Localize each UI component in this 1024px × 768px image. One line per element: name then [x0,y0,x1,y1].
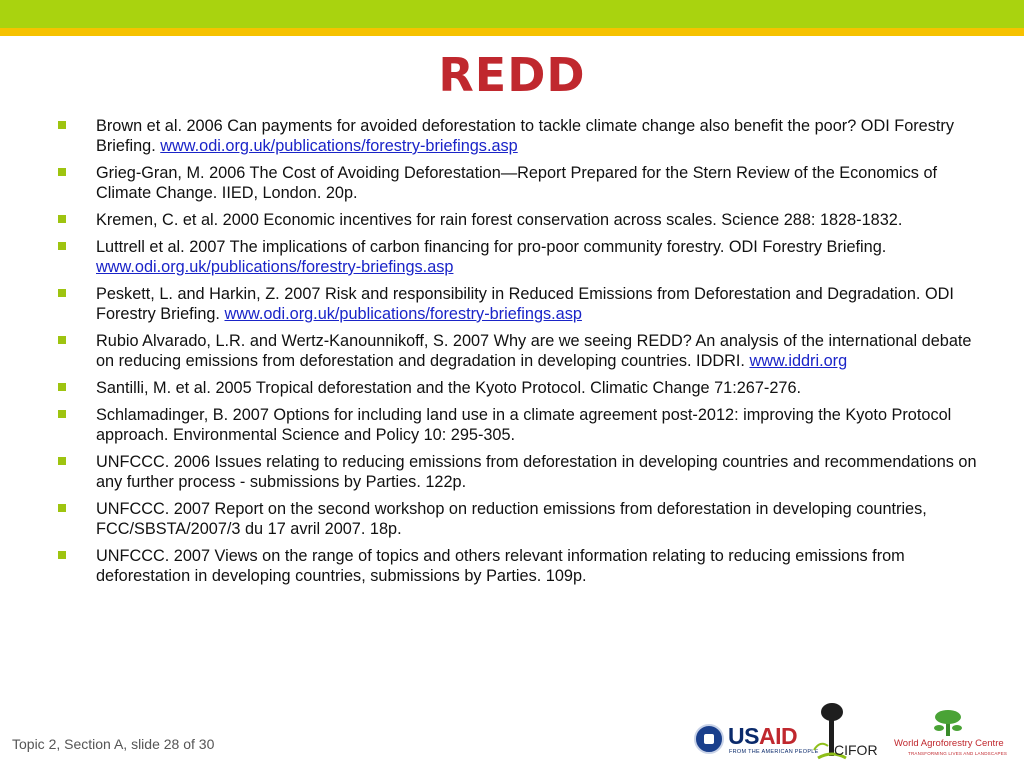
usaid-logo-aid: AID [758,723,798,749]
cifor-logo-text: CIFOR [834,742,878,758]
reference-item [58,499,978,539]
reference-text: Kremen, C. et al. 2000 Economic incentives for rain forest conservation across scales. Science 288: 1828-1832. [96,211,903,229]
reference-text: Santilli, M. et al. 2005 Tropical deforestation and the Kyoto Protocol. Climatic Change 71:267-276. [96,379,802,397]
square-bullet-icon [58,336,66,344]
reference-item [58,284,978,324]
square-bullet-icon [58,289,66,297]
reference-link[interactable]: www.odi.org.uk/publications/forestry-briefings.asp [160,137,518,155]
reference-link[interactable]: www.iddri.org [749,352,848,370]
top-accent-bar-yellow [0,28,1024,36]
square-bullet-icon [58,242,66,250]
reference-item [58,237,978,277]
reference-text: Rubio Alvarado, L.R. and Wertz-Kanounnikoff, S. 2007 Why are we seeing REDD? An analysis of the international debate on reducing emissions from deforestation and degradation in developing countries. IDDRI. [96,332,972,370]
slide-title: REDD [438,48,586,102]
square-bullet-icon [58,383,66,391]
reference-item [58,116,978,156]
reference-link[interactable]: www.odi.org.uk/publications/forestry-briefings.asp [96,258,454,276]
usaid-logo-us: US [728,723,759,749]
square-bullet-icon [58,121,66,129]
square-bullet-icon [58,215,66,223]
square-bullet-icon [58,168,66,176]
reference-text: UNFCCC. 2006 Issues relating to reducing emissions from deforestation in developing countries and recommendations on any further process - submissions by Parties. 122p. [96,453,977,491]
square-bullet-icon [58,551,66,559]
partner-logos [694,698,1012,762]
reference-list [58,116,978,593]
reference-item [58,378,978,398]
square-bullet-icon [58,457,66,465]
reference-item [58,546,978,586]
reference-text: Grieg-Gran, M. 2006 The Cost of Avoiding Deforestation—Report Prepared for the Stern Review of the Economics of Climate Change. IIED, London. 20p. [96,164,938,202]
reference-link[interactable]: www.odi.org.uk/publications/forestry-briefings.asp [224,305,582,323]
usaid-tagline: FROM THE AMERICAN PEOPLE [729,749,819,755]
usaid-logo [728,724,797,748]
reference-item [58,405,978,445]
reference-item [58,163,978,203]
reference-item [58,210,978,230]
square-bullet-icon [58,410,66,418]
reference-text: UNFCCC. 2007 Report on the second workshop on reduction emissions from deforestation in developing countries, FCC/SBSTA/2007/3 du 17 avril 2007. 18p. [96,500,927,538]
reference-item [58,331,978,371]
top-accent-bar-green [0,0,1024,28]
usaid-seal-icon [694,724,724,754]
reference-text: Schlamadinger, B. 2007 Options for including land use in a climate agreement post-2012: improving the Kyoto Protocol approach. Environmental Science and Policy 10: 295-305. [96,406,952,444]
wac-tree-icon [930,708,966,738]
square-bullet-icon [58,504,66,512]
reference-text: Luttrell et al. 2007 The implications of carbon financing for pro-poor community forestry. ODI Forestry Briefing. [96,238,887,256]
wac-logo-text: World Agroforestry Centre [894,738,1004,749]
reference-text: UNFCCC. 2007 Views on the range of topics and others relevant information relating to reducing emissions from deforestation in developing countries, submissions by Parties. 109p. [96,547,905,585]
wac-tagline: TRANSFORMING LIVES AND LANDSCAPES [908,751,1008,756]
reference-text: Peskett, L. and Harkin, Z. 2007 Risk and responsibility in Reduced Emissions from Deforestation and Degradation. ODI Forestry Briefing. [96,285,954,323]
reference-item [58,452,978,492]
slide-footer: Topic 2, Section A, slide 28 of 30 [12,736,215,752]
reference-text: Brown et al. 2006 Can payments for avoided deforestation to tackle climate change also benefit the poor? ODI Forestry Briefing. [96,117,954,155]
